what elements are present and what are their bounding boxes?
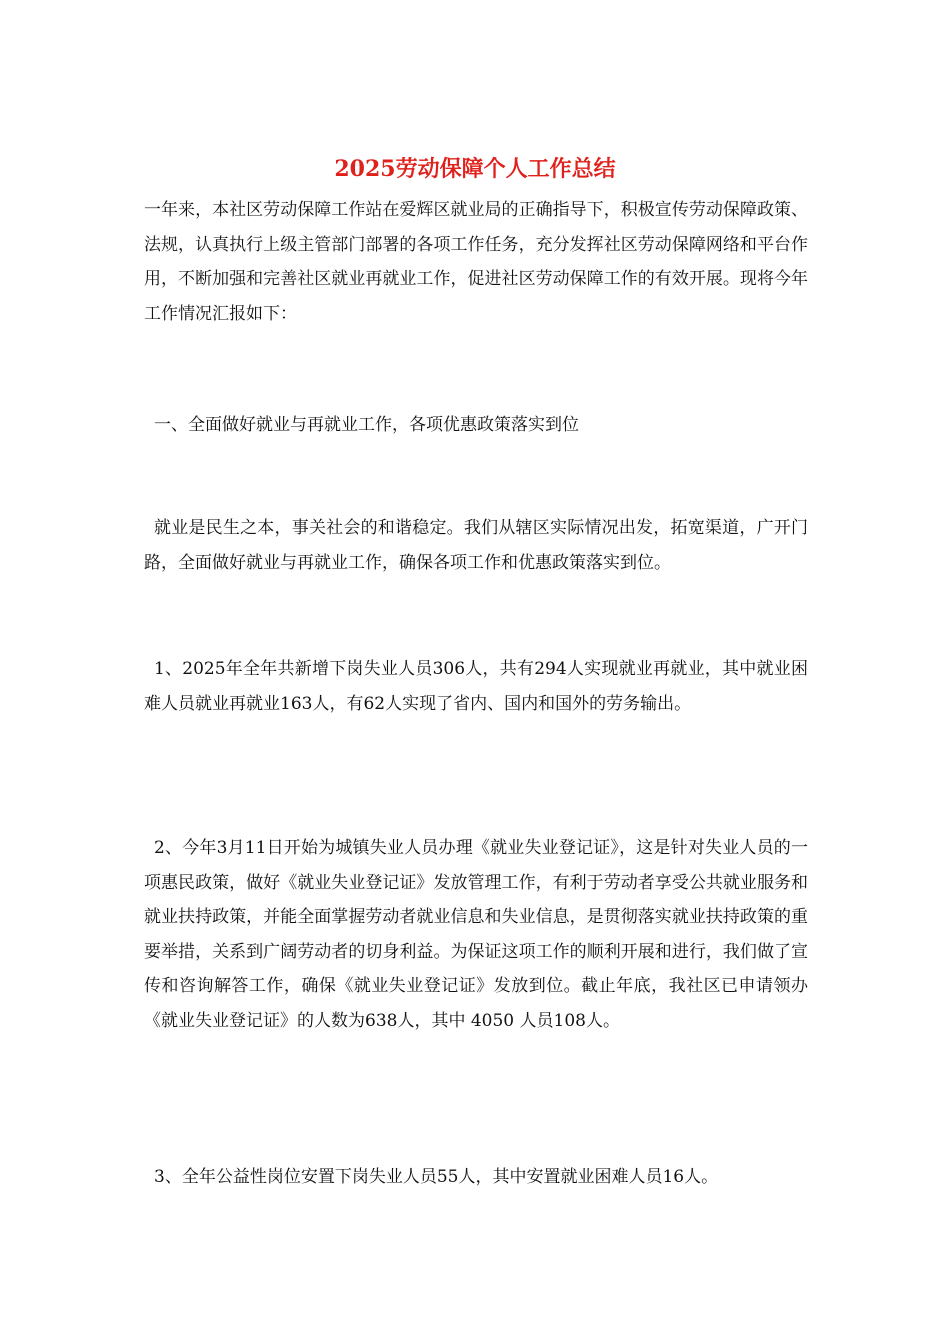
body-paragraph-employment: 就业是民生之本，事关社会的和谐稳定。我们从辖区实际情况出发，拓宽渠道，广开门路，全面做好就业与再就业工作，确保各项工作和优惠政策落实到位。 bbox=[144, 518, 808, 573]
document-title: 2025劳动保障个人工作总结 bbox=[334, 156, 616, 182]
section-heading-1: 一、全面做好就业与再就业工作，各项优惠政策落实到位 bbox=[154, 415, 579, 435]
list-item-1: 1、2025年全年共新增下岗失业人员306人，共有294人实现就业再就业，其中就业困难人员就业再就业163人，有62人实现了省内、国内和国外的劳务输出。 bbox=[144, 659, 808, 714]
intro-paragraph: 一年来，本社区劳动保障工作站在爱辉区就业局的正确指导下，积极宣传劳动保障政策、法规，认真执行上级主管部门部署的各项工作任务，充分发挥社区劳动保障网络和平台作用，不断加强和完善社区就业再就业工作，促进社区劳动保障工作的有效开展。现将今年工作情况汇报如下： bbox=[144, 200, 808, 324]
list-item-3: 3、全年公益性岗位安置下岗失业人员55人，其中安置就业困难人员16人。 bbox=[154, 1167, 719, 1187]
list-item-2: 2、今年3月11日开始为城镇失业人员办理《就业失业登记证》，这是针对失业人员的一项惠民政策，做好《就业失业登记证》发放管理工作，有利于劳动者享受公共就业服务和就业扶持政策，并能全面掌握劳动者就业信息和失业信息，是贯彻落实就业扶持政策的重要举措，关系到广阔劳动者的切身利益。为保证这项工作的顺利开展和进行，我们做了宣传和咨询解答工作，确保《就业失业登记证》发放到位。截止年底，我社区已申请领办《就业失业登记证》的人数为638人，其中 4050 人员108人。 bbox=[144, 838, 808, 1031]
